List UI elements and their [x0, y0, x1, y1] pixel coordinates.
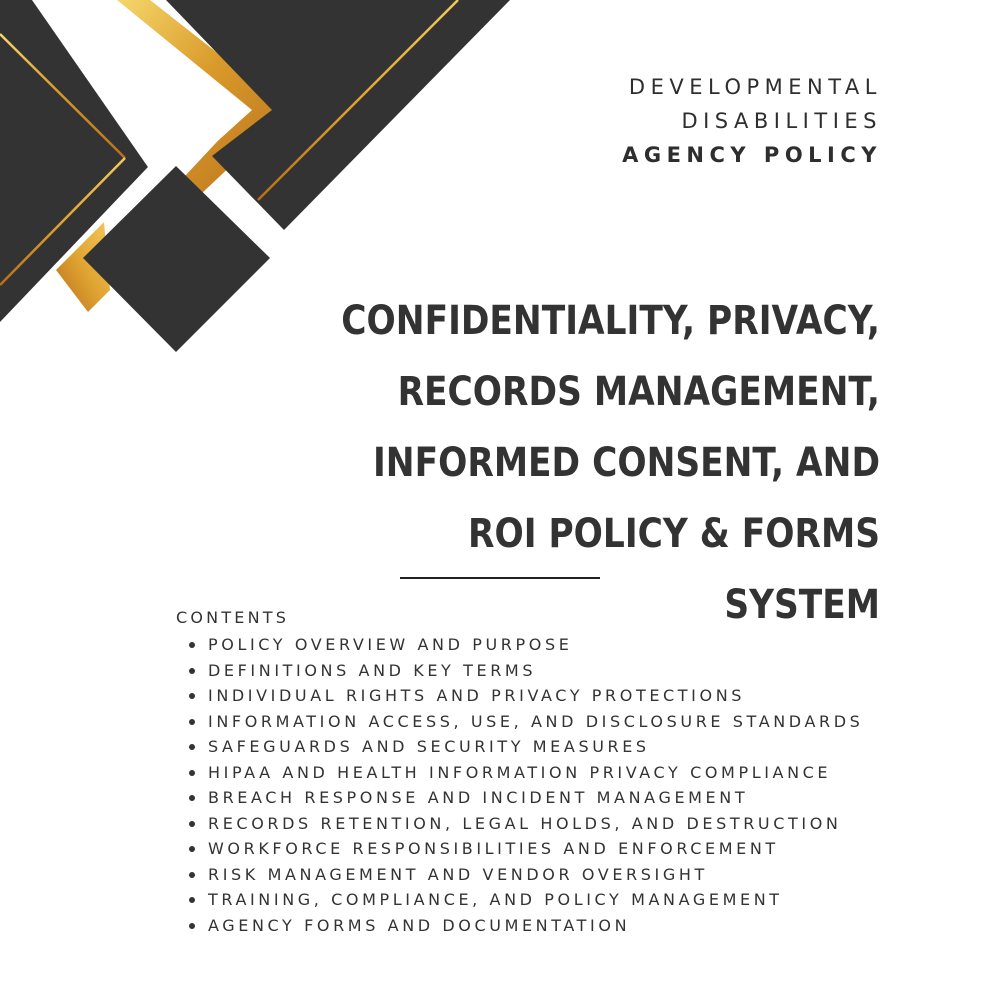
list-item-label: TRAINING, COMPLIANCE, AND POLICY MANAGEMENT: [208, 890, 783, 909]
list-item-label: POLICY OVERVIEW AND PURPOSE: [208, 635, 573, 654]
list-item-label: AGENCY FORMS AND DOCUMENTATION: [208, 915, 631, 935]
list-item-label: RISK MANAGEMENT AND VENDOR OVERSIGHT: [208, 864, 708, 884]
list-item: [186, 862, 863, 888]
bullet-icon: [189, 770, 195, 776]
list-item: [186, 734, 863, 760]
bullet-icon: [189, 821, 195, 827]
list-item-label: WORKFORCE RESPONSIBILITIES AND ENFORCEMENT: [208, 839, 779, 858]
dark-shard-top: [166, 0, 510, 230]
list-item: [186, 683, 863, 709]
bullet-icon: [189, 744, 195, 750]
list-item: [186, 709, 863, 735]
list-item-label: RECORDS RETENTION, LEGAL HOLDS, AND DESTRUCTION: [208, 813, 842, 833]
list-item: [186, 785, 863, 811]
list-item-label: INDIVIDUAL RIGHTS AND PRIVACY PROTECTIONS: [208, 686, 746, 705]
bullet-icon: [189, 897, 195, 903]
list-item: [186, 811, 863, 837]
contents-list: [186, 632, 863, 938]
list-item-label: INFORMATION ACCESS, USE, AND DISCLOSURE STANDARDS: [208, 711, 864, 731]
list-item-label: DEFINITIONS AND KEY TERMS: [208, 660, 537, 680]
title-line: CONFIDENTIALITY, PRIVACY,: [341, 298, 880, 344]
bullet-icon: [189, 642, 195, 648]
agency-line-policy: AGENCY POLICY: [622, 143, 882, 167]
bullet-icon: [189, 846, 195, 852]
agency-line-disabilities: DISABILITIES: [681, 109, 882, 133]
list-item: [186, 632, 863, 658]
list-item: [186, 887, 863, 913]
list-item-label: BREACH RESPONSE AND INCIDENT MANAGEMENT: [208, 788, 749, 807]
bullet-icon: [189, 923, 195, 929]
list-item: [186, 760, 863, 786]
title-line: ROI POLICY & FORMS: [467, 511, 880, 557]
list-item: [186, 836, 863, 862]
list-item: [186, 658, 863, 684]
title-line: INFORMED CONSENT, AND: [373, 440, 880, 486]
bullet-icon: [189, 668, 195, 674]
bullet-icon: [189, 795, 195, 801]
title-line: SYSTEM: [724, 582, 880, 628]
bullet-icon: [189, 872, 195, 878]
agency-line-developmental: DEVELOPMENTAL: [628, 75, 882, 99]
bullet-icon: [189, 719, 195, 725]
divider-line: [400, 577, 600, 579]
list-item-label: SAFEGUARDS AND SECURITY MEASURES: [208, 737, 650, 756]
contents-heading: CONTENTS: [176, 608, 290, 627]
list-item-label: HIPAA AND HEALTH INFORMATION PRIVACY COMPLIANCE: [208, 762, 832, 782]
title-line: RECORDS MANAGEMENT,: [397, 369, 880, 415]
bullet-icon: [189, 693, 195, 699]
document-title: [295, 286, 880, 641]
list-item: [186, 913, 863, 939]
agency-heading: [482, 70, 882, 172]
